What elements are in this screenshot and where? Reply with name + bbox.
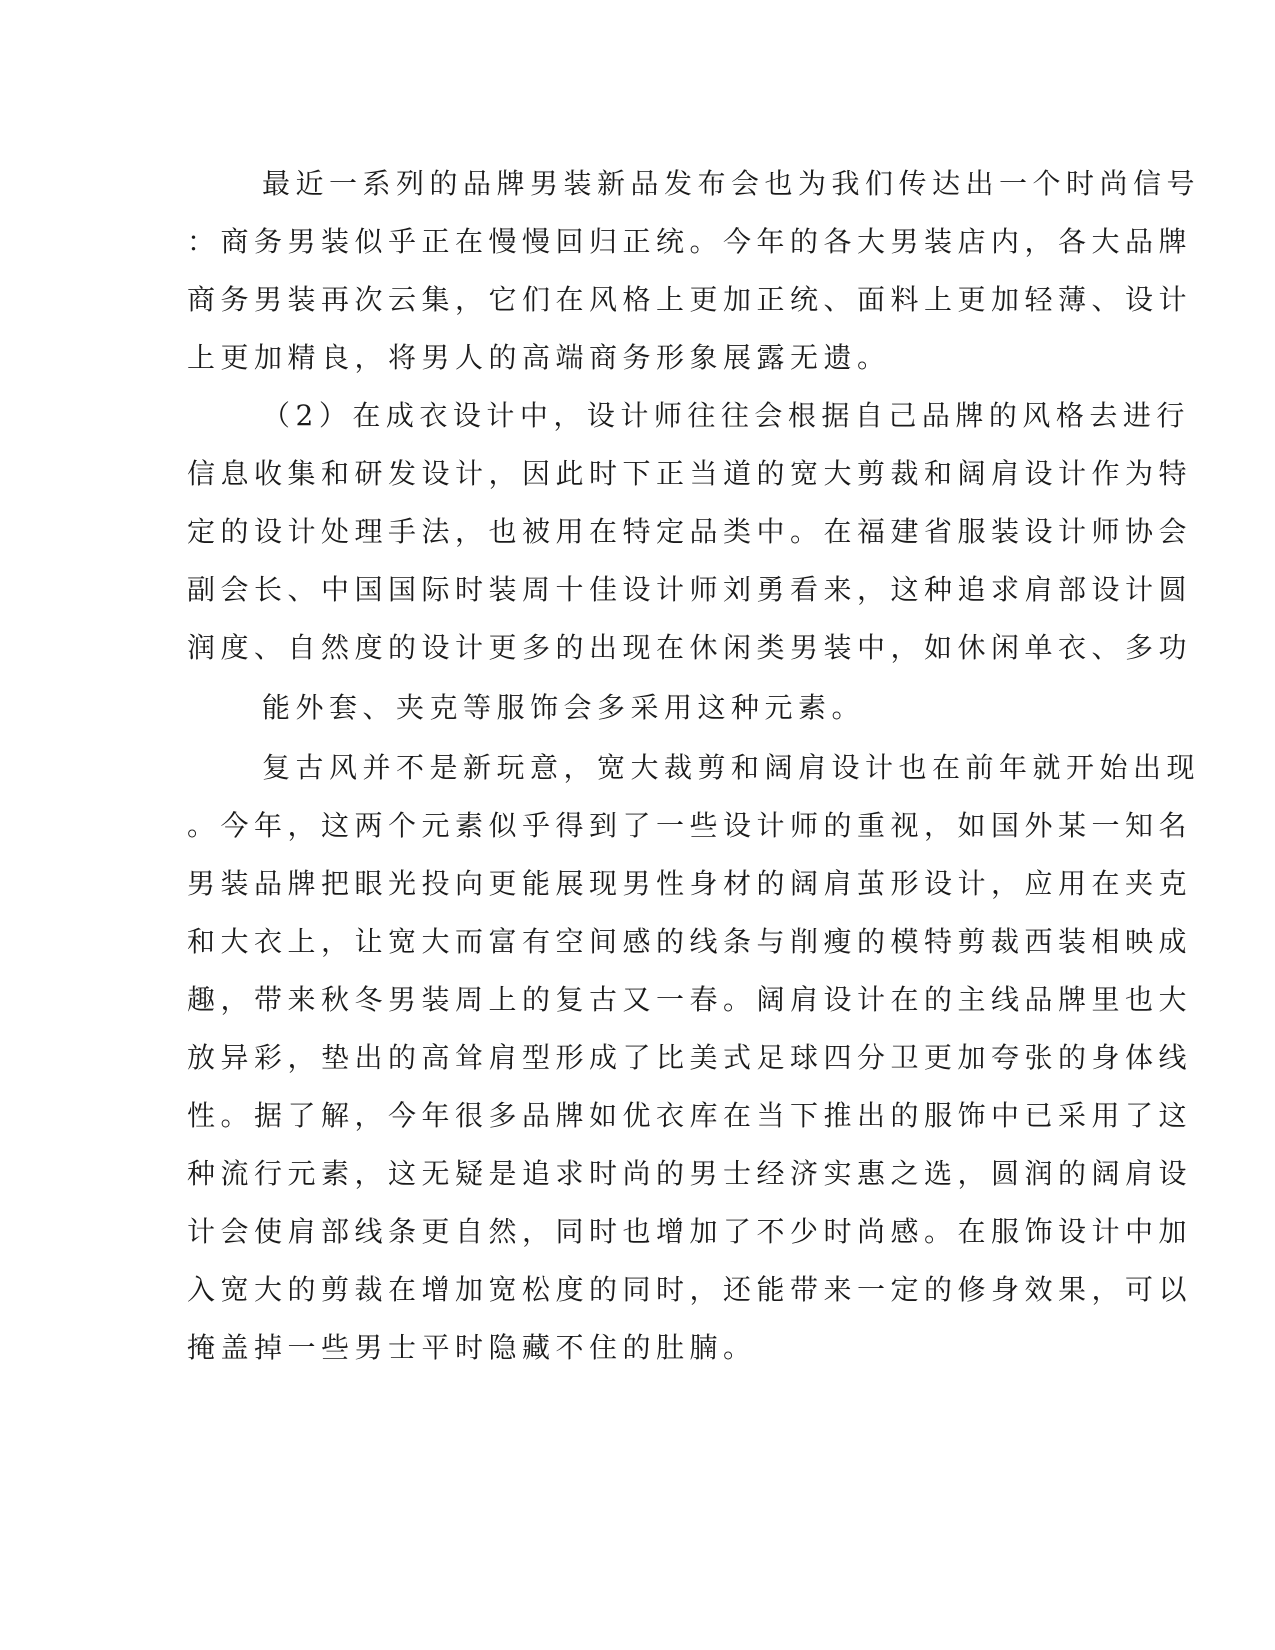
paragraph-3-line-7: 性。据了解，今年很多品牌如优衣库在当下推出的服饰中已采用了这 <box>187 1099 1193 1132</box>
paragraph-2-line-3: 定的设计处理手法，也被用在特定品类中。在福建省服装设计师协会 <box>187 515 1193 548</box>
paragraph-3-line-3: 男装品牌把眼光投向更能展现男性身材的阔肩茧形设计，应用在夹克 <box>187 867 1193 900</box>
paragraph-3-line-8: 种流行元素，这无疑是追求时尚的男士经济实惠之选，圆润的阔肩设 <box>187 1157 1193 1190</box>
paragraph-2-line-1: （2）在成衣设计中，设计师往往会根据自己品牌的风格去进行 <box>262 399 1190 432</box>
paragraph-3-line-10: 入宽大的剪裁在增加宽松度的同时，还能带来一定的修身效果，可以 <box>187 1273 1193 1306</box>
paragraph-3-line-11: 掩盖掉一些男士平时隐藏不住的肚腩。 <box>187 1331 757 1364</box>
paragraph-3-line-2: 。今年，这两个元素似乎得到了一些设计师的重视，如国外某一知名 <box>187 809 1193 842</box>
paragraph-1-line-2: ：商务男装似乎正在慢慢回归正统。今年的各大男装店内，各大品牌 <box>187 225 1193 258</box>
paragraph-3-line-6: 放异彩，垫出的高耸肩型形成了比美式足球四分卫更加夸张的身体线 <box>187 1041 1193 1074</box>
paragraph-2-line-5: 润度、自然度的设计更多的出现在休闲类男装中，如休闲单衣、多功 <box>187 631 1193 664</box>
paragraph-2-line-6: 能外套、夹克等服饰会多采用这种元素。 <box>262 691 866 724</box>
paragraph-3-line-9: 计会使肩部线条更自然，同时也增加了不少时尚感。在服饰设计中加 <box>187 1215 1193 1248</box>
paragraph-2-line-4: 副会长、中国国际时装周十佳设计师刘勇看来，这种追求肩部设计圆 <box>187 573 1193 606</box>
paragraph-3-line-5: 趣，带来秋冬男装周上的复古又一春。阔肩设计在的主线品牌里也大 <box>187 983 1193 1016</box>
paragraph-1-line-1: 最近一系列的品牌男装新品发布会也为我们传达出一个时尚信号 <box>262 167 1201 200</box>
paragraph-1-line-4: 上更加精良，将男人的高端商务形象展露无遗。 <box>187 341 891 374</box>
paragraph-3-line-4: 和大衣上，让宽大而富有空间感的线条与削瘦的模特剪裁西装相映成 <box>187 925 1193 958</box>
paragraph-1-line-3: 商务男装再次云集，它们在风格上更加正统、面料上更加轻薄、设计 <box>187 283 1193 316</box>
paragraph-2-line-2: 信息收集和研发设计，因此时下正当道的宽大剪裁和阔肩设计作为特 <box>187 457 1193 490</box>
paragraph-3-line-1: 复古风并不是新玩意，宽大裁剪和阔肩设计也在前年就开始出现 <box>262 751 1201 784</box>
